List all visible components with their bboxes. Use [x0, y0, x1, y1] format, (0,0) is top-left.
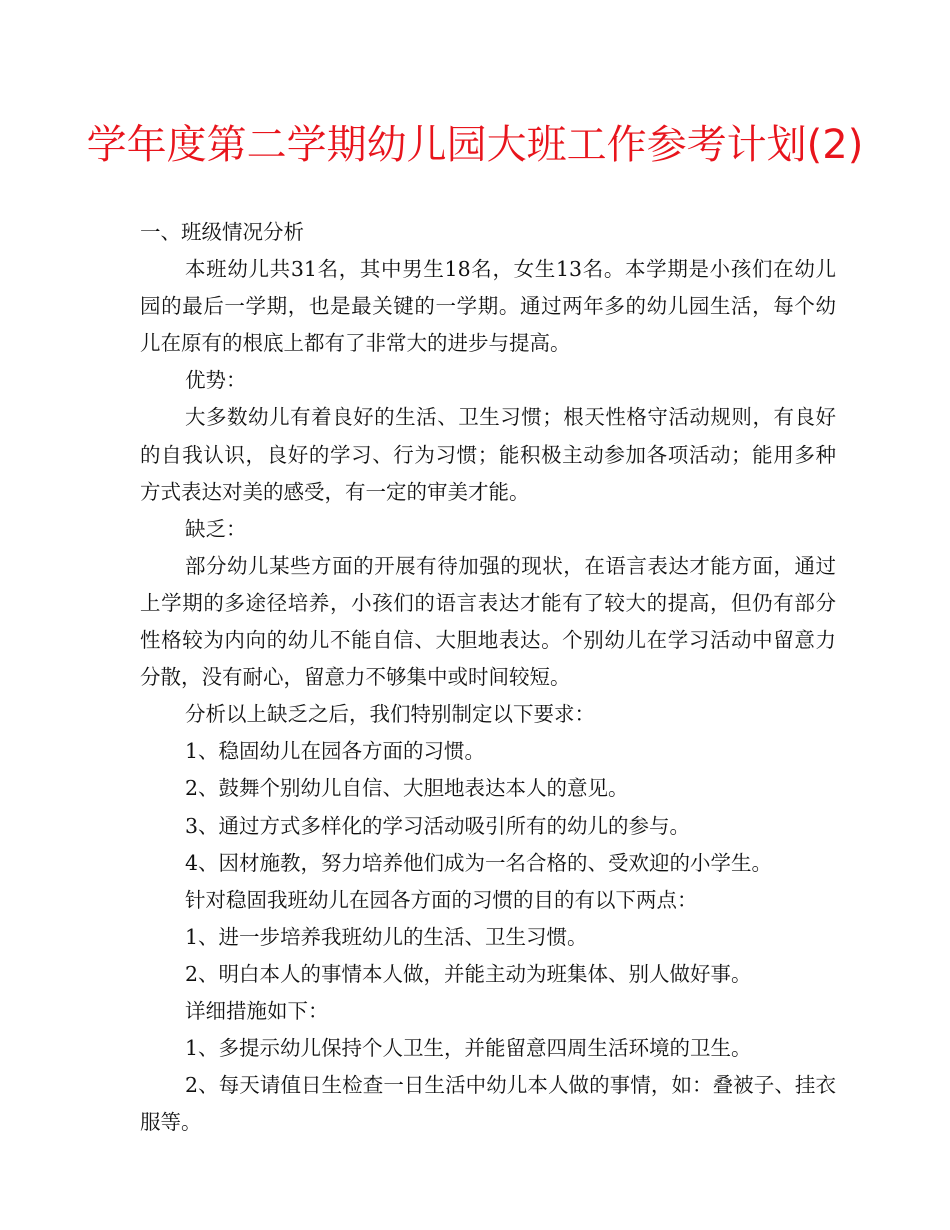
list-item: 1、进一步培养我班幼儿的生活、卫生习惯。	[185, 924, 588, 949]
paragraph: 针对稳固我班幼儿在园各方面的习惯的目的有以下两点：	[185, 887, 698, 912]
list-item: 1、稳固幼儿在园各方面的习惯。	[185, 739, 486, 764]
list-item: 2、每天请值日生检查一日生活中幼儿本人做的事情，如：叠被子、挂衣服等。	[140, 1073, 836, 1135]
paragraph: 大多数幼儿有着良好的生活、卫生习惯；根天性格守活动规则，有良好的自我认识，良好的学习、行为习惯；能积极主动参加各项活动；能用多种方式表达对美的感受，有一定的审美才能。	[140, 405, 836, 504]
list-item: 3、通过方式多样化的学习活动吸引所有的幼儿的参与。	[185, 813, 691, 838]
list-item: 4、因材施教，努力培养他们成为一名合格的、受欢迎的小学生。	[185, 850, 773, 875]
paragraph: 详细措施如下：	[185, 998, 329, 1023]
paragraph: 本班幼儿共31名，其中男生18名，女生13名。本学期是小孩们在幼儿园的最后一学期，也是最关键的一学期。通过两年多的幼儿园生活，每个幼儿在原有的根底上都有了非常大的进步与提高。	[140, 257, 836, 356]
paragraph: 部分幼儿某些方面的开展有待加强的现状，在语言表达才能方面，通过上学期的多途径培养，小孩们的语言表达才能有了较大的提高，但仍有部分性格较为内向的幼儿不能自信、大胆地表达。个别幼儿在学习活动中留意力分散，没有耐心，留意力不够集中或时间较短。	[140, 553, 836, 690]
list-item: 1、多提示幼儿保持个人卫生，并能留意四周生活环境的卫生。	[185, 1036, 752, 1061]
document-title: 学年度第二学期幼儿园大班工作参考计划(2)	[86, 122, 864, 168]
section-heading: 一、班级情况分析	[140, 220, 304, 244]
paragraph: 分析以上缺乏之后，我们特别制定以下要求：	[185, 702, 595, 727]
list-item: 2、明白本人的事情本人做，并能主动为班集体、别人做好事。	[185, 961, 752, 986]
paragraph: 优势：	[185, 368, 247, 393]
document-body	[140, 214, 836, 1141]
paragraph: 缺乏：	[185, 516, 247, 541]
list-item: 2、鼓舞个别幼儿自信、大胆地表达本人的意见。	[185, 776, 629, 801]
